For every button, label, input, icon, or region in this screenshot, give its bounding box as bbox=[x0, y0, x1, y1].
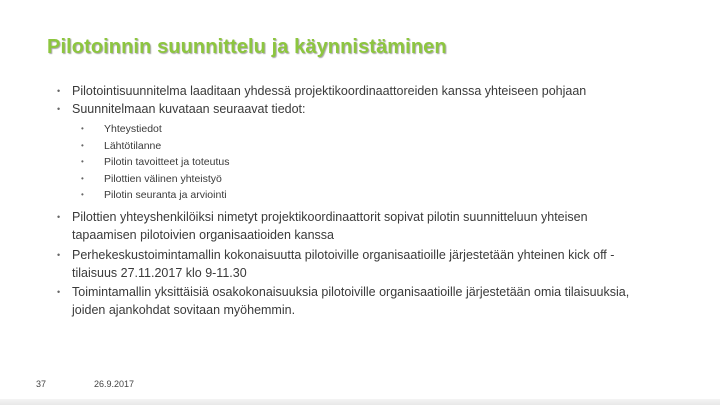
sub-list-item bbox=[81, 171, 222, 188]
bullet-icon: • bbox=[57, 250, 61, 260]
sub-list-item bbox=[81, 121, 162, 138]
list-item-text: Toimintamallin yksittäisiä osakokonaisuuksia pilotoiville organisaatioille järjestetään omia tilaisuuksia, joiden ajankohdat sovitaan myöhemmin. bbox=[72, 285, 630, 317]
bullet-icon: • bbox=[57, 212, 61, 222]
sub-list-item-text: Yhteystiedot bbox=[104, 123, 162, 135]
list-item bbox=[57, 82, 672, 100]
list-item bbox=[57, 246, 632, 282]
bullet-icon: • bbox=[81, 190, 84, 199]
sub-list-item bbox=[81, 187, 227, 204]
list-item-text: Pilotointisuunnitelma laaditaan yhdessä projektikoordinaattoreiden kanssa yhteiseen pohjaan bbox=[72, 84, 587, 98]
sub-list-item bbox=[81, 154, 230, 171]
sub-list-item-text: Pilotin tavoitteet ja toteutus bbox=[104, 156, 230, 168]
sub-list-item bbox=[81, 138, 162, 155]
bullet-icon: • bbox=[81, 140, 84, 150]
list-item-text: Pilottien yhteyshenkilöiksi nimetyt projektikoordinaattorit sopivat pilotin suunnitteluun yhteisen tapaamisen pilotoivien organisaatioiden kanssa bbox=[72, 210, 588, 242]
bullet-icon: • bbox=[57, 86, 61, 96]
sub-list-item-text: Lähtötilanne bbox=[104, 139, 162, 152]
footer-band bbox=[0, 399, 720, 405]
bullet-icon: • bbox=[57, 104, 61, 114]
footer-date: 26.9.2017 bbox=[94, 379, 135, 389]
list-item bbox=[57, 283, 632, 319]
bullet-icon: • bbox=[81, 124, 84, 133]
list-item-text: Perhekeskustoimintamallin kokonaisuutta pilotoiville organisaatioille järjestetään yhteinen kick off -tilaisuus 27.11.2017 klo 9-11.30 bbox=[72, 248, 615, 280]
sub-list-item-text: Pilotin seuranta ja arviointi bbox=[104, 189, 227, 201]
bullet-icon: • bbox=[57, 287, 61, 297]
bullet-icon: • bbox=[81, 173, 84, 183]
list-item bbox=[57, 208, 632, 244]
list-item-text: Suunnitelmaan kuvataan seuraavat tiedot: bbox=[72, 102, 306, 116]
slide-title: Pilotoinnin suunnittelu ja käynnistäminen bbox=[47, 36, 447, 58]
page-number: 37 bbox=[36, 379, 47, 389]
bullet-icon: • bbox=[81, 157, 84, 166]
list-item bbox=[57, 100, 672, 118]
sub-list-item-text: Pilottien välinen yhteistyö bbox=[104, 172, 222, 185]
